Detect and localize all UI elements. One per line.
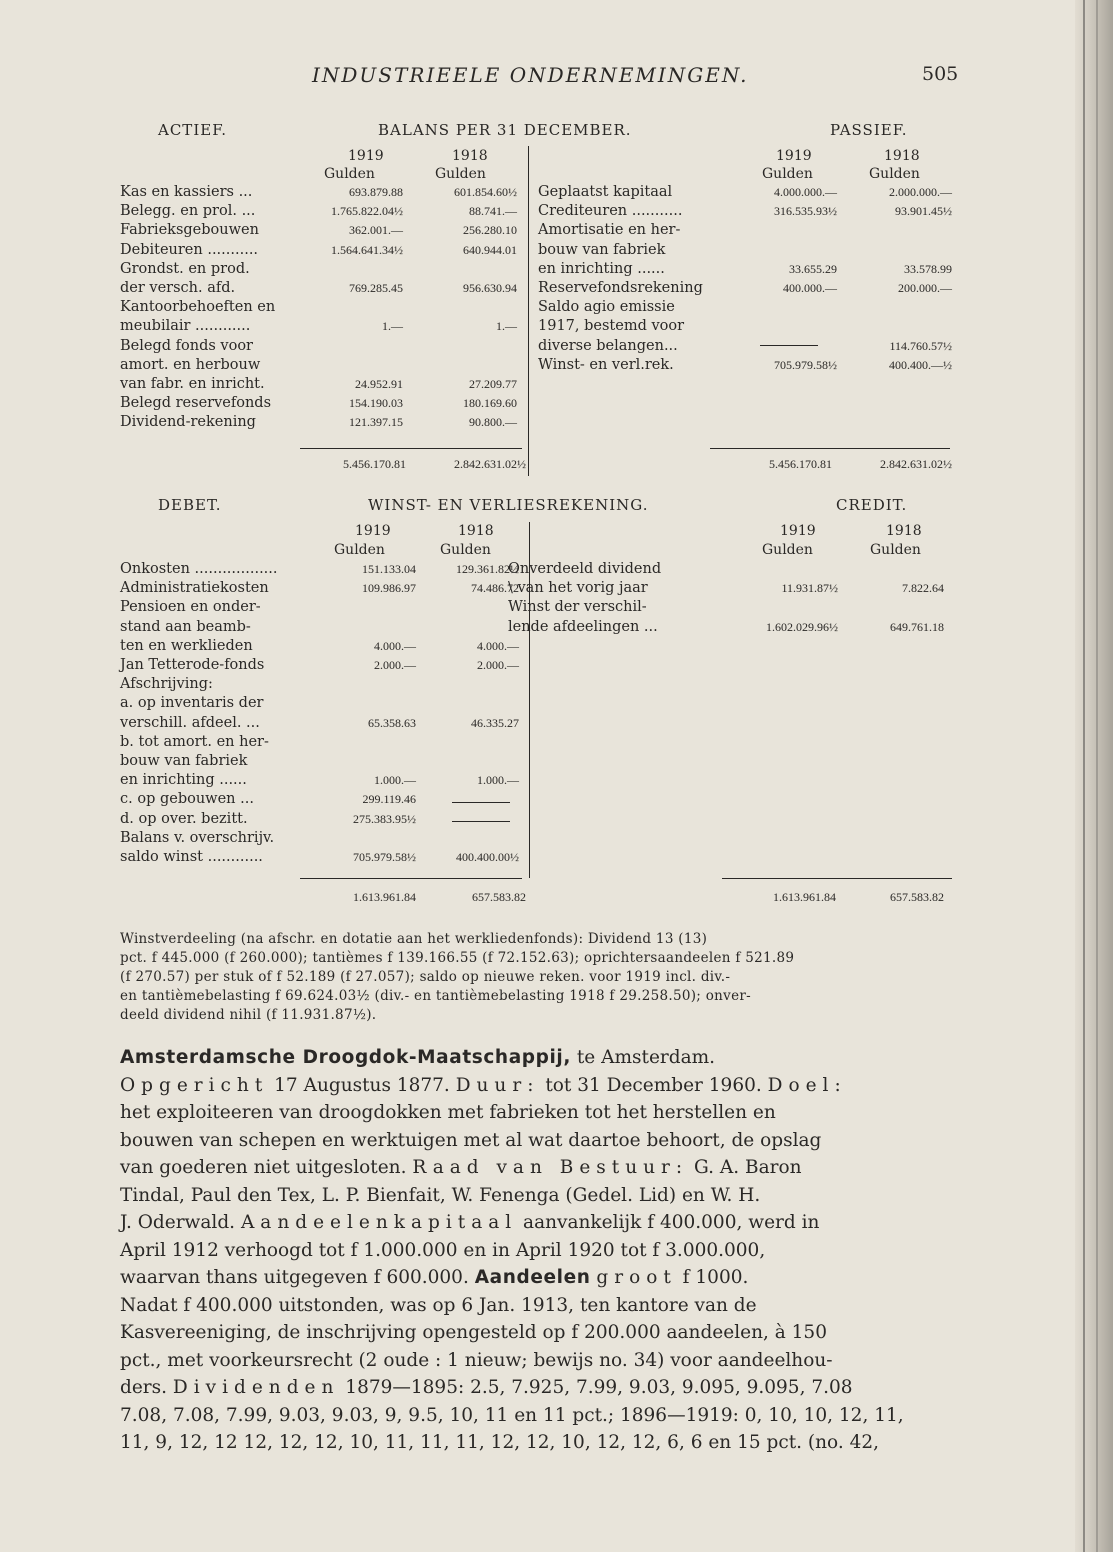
row-value-1918: 601.854.60½ (454, 185, 517, 199)
pl-total-rule-right (722, 878, 952, 879)
row-value-1918: 88.741.— (469, 204, 517, 219)
row-value-1919: 1.000.— (374, 773, 416, 788)
text-line (120, 1044, 950, 1072)
text-line: en tantièmebelasting f 69.624.03½ (div.- en tantièmebelasting 1918 f 29.258.50); onver- (120, 988, 751, 1004)
balance-title: BALANS PER 31 DECEMBER. (378, 121, 632, 139)
row-value-1918: 7.822.64 (902, 581, 944, 596)
row-label: 1917, bestemd voor (538, 318, 685, 335)
row-label: saldo winst ............ (120, 849, 263, 865)
pl-year-1919-right: 1919 (780, 523, 816, 539)
row-value-1919: 1.602.029.96½ (766, 619, 838, 634)
pl-total-rule-left (300, 878, 522, 879)
row-label: Fabrieksgebouwen (120, 222, 259, 239)
pl-year-1918-right: 1918 (886, 523, 922, 539)
row-value-1919: 4.000.000.— (774, 185, 837, 199)
pl-total-1918-left: 657.583.82 (472, 890, 526, 904)
row-label: Administratiekosten (120, 580, 269, 597)
row-label: Winst- en verl.rek. (538, 356, 674, 373)
row-label: Reservefondsrekening (538, 280, 703, 296)
row-value-1919: 705.979.58½ (353, 850, 416, 864)
row-label: amort. en herbouw (120, 356, 261, 373)
pl-unit-1918-right: Gulden (870, 542, 921, 558)
row-label: Dividend-rekening (120, 414, 256, 431)
actief-label: ACTIEF. (158, 121, 228, 139)
text-line: deeld dividend nihil (f 11.931.87½). (120, 1007, 377, 1023)
balance-year-1919-right: 1919 (776, 148, 812, 164)
row-label: Kas en kassiers ... (120, 184, 253, 200)
row-value-1918: 2.000.000.— (889, 185, 952, 199)
row-label: Balans v. overschrijv. (120, 829, 275, 846)
text-line: bouwen van schepen en werktuigen met al wat daartoe behoort, de opslag (120, 1129, 822, 1151)
text-line: waarvan thans uitgegeven f 600.000. Aandeelen groot f 1000. (120, 1267, 749, 1288)
row-label: lende afdeelingen ... (508, 618, 658, 635)
pl-unit-1918-left: Gulden (440, 542, 491, 558)
row-label: Kantoorbehoeften en (120, 299, 276, 316)
row-value-1919: 24.952.91 (355, 377, 403, 391)
pl-year-1918-left: 1918 (458, 523, 494, 539)
dash-line (760, 345, 818, 346)
row-value-1919: 693.879.88 (349, 185, 403, 199)
balance-total-rule-right (710, 448, 950, 449)
balance-unit-1919-left: Gulden (324, 166, 375, 182)
row-label: Onverdeeld dividend (508, 561, 662, 577)
row-value-1918: 4.000.— (477, 638, 519, 653)
row-label: Saldo agio emissie (538, 299, 675, 316)
row-label: b. tot amort. en her- (120, 733, 269, 750)
company-name: Amsterdamsche Droogdok-Maatschappij, (120, 1047, 571, 1068)
pl-total-1919-left: 1.613.961.84 (353, 890, 416, 904)
row-label: Crediteuren ........... (538, 203, 683, 220)
row-value-1918: 114.760.57½ (889, 338, 952, 353)
book-edge-line (1083, 0, 1085, 1552)
row-label: Afschrijving: (120, 676, 213, 693)
row-label: Pensioen en onder- (120, 599, 261, 616)
row-label: Onkosten .................. (120, 561, 278, 577)
row-label: Grondst. en prod. (120, 260, 250, 277)
row-label: d. op over. bezitt. (120, 810, 248, 827)
row-label: Belegd reservefonds (120, 395, 272, 412)
row-label: bouw van fabriek (120, 753, 248, 769)
text-line: (f 270.57) per stuk of f 52.189 (f 27.057); saldo op nieuwe reken. voor 1919 incl. div.- (120, 969, 731, 985)
text-line: 11, 9, 12, 12 12, 12, 12, 10, 11, 11, 11, 12, 12, 10, 12, 12, 6, 6 en 15 pct. (no. 42, (120, 1432, 880, 1453)
row-label: diverse belangen... (538, 337, 678, 354)
row-value-1919: 362.001.— (349, 223, 403, 238)
text-line: Winstverdeeling (na afschr. en dotatie aan het werkliedenfonds): Dividend 13 (13) (120, 931, 708, 947)
row-value-1918: 649.761.18 (890, 619, 944, 634)
row-label: ten en werklieden (120, 637, 253, 654)
book-edge (1075, 0, 1113, 1552)
row-label: Amortisatie en her- (538, 222, 681, 239)
balance-unit-1919-right: Gulden (762, 166, 813, 182)
pl-year-1919-left: 1919 (355, 523, 391, 539)
text-line: 7.08, 7.08, 7.99, 9.03, 9.03, 9, 9.5, 10, 11 en 11 pct.; 1896—1919: 0, 10, 10, 12, 11, (120, 1404, 904, 1426)
text-line: ders. Dividenden 1879—1895: 2.5, 7.925, 7.99, 9.03, 9.095, 9.095, 7.08 (120, 1377, 853, 1398)
row-value-1918: 200.000.— (898, 281, 952, 295)
balance-total-1918-right: 2.842.631.02½ (880, 457, 952, 471)
balance-total-1919-right: 5.456.170.81 (769, 457, 832, 471)
pl-title: WINST- EN VERLIESREKENING. (368, 496, 649, 514)
page-header-title: INDUSTRIEELE ONDERNEMINGEN. (312, 63, 749, 87)
row-value-1918: 90.800.— (469, 415, 517, 430)
pl-unit-1919-right: Gulden (762, 542, 813, 558)
row-value-1919: 65.358.63 (368, 715, 416, 730)
credit-label: CREDIT. (836, 496, 908, 514)
row-label: Jan Tetterode-fonds (120, 657, 265, 673)
row-value-1919: 121.397.15 (349, 415, 403, 430)
row-label: bouw van fabriek (538, 241, 666, 258)
row-value-1919: 299.119.46 (362, 792, 416, 807)
passief-label: PASSIEF. (830, 121, 908, 139)
balance-divider (528, 146, 529, 476)
row-label: van fabr. en inricht. (120, 376, 265, 392)
row-label: Winst der verschil- (508, 599, 647, 616)
text-line: Kasvereeniging, de inschrijving opengesteld op f 200.000 aandeelen, à 150 (120, 1322, 827, 1343)
debet-label: DEBET. (158, 496, 222, 514)
row-value-1919: 4.000.— (374, 638, 416, 653)
balance-unit-1918-left: Gulden (435, 166, 486, 182)
row-value-1918: 2.000.— (477, 658, 519, 672)
balance-year-1918-right: 1918 (884, 148, 920, 164)
dash-line (452, 802, 510, 803)
row-value-1919: 2.000.— (374, 658, 416, 672)
row-label: en inrichting ...... (120, 772, 247, 789)
pl-total-1919-right: 1.613.961.84 (773, 890, 836, 904)
page-number: 505 (922, 63, 959, 85)
company-location: te Amsterdam. (570, 1047, 716, 1068)
row-value-1919: 1.— (382, 319, 403, 334)
row-value-1919: 400.000.— (783, 281, 837, 295)
row-value-1918: 640.944.01 (463, 242, 517, 257)
row-label: Belegg. en prol. ... (120, 203, 256, 220)
text-line: Tindal, Paul den Tex, L. P. Bienfait, W. Fenenga (Gedel. Lid) en W. H. (120, 1184, 761, 1206)
balance-total-rule-left (300, 448, 522, 449)
balance-unit-1918-right: Gulden (869, 166, 920, 182)
balance-year-1919-left: 1919 (348, 148, 384, 164)
text-line: J. Oderwald. Aandeelenkapitaal aanvankelijk f 400.000, werd in (120, 1212, 820, 1233)
row-label: Belegd fonds voor (120, 337, 253, 354)
text-line: het exploiteeren van droogdokken met fabrieken tot het herstellen en (120, 1102, 776, 1123)
balance-total-1918-left: 2.842.631.02½ (454, 457, 526, 471)
row-value-1919: 11.931.87½ (781, 581, 838, 596)
row-value-1919: 33.655.29 (789, 261, 837, 276)
row-value-1918: 180.169.60 (463, 396, 517, 411)
text-line: pct. f 445.000 (f 260.000); tantièmes f 139.166.55 (f 72.152.63); oprichtersaandeelen f 521.89 (120, 950, 795, 966)
row-value-1918: 956.630.94 (463, 281, 517, 295)
winstverdeeling-paragraph (120, 930, 950, 1025)
row-value-1919: 316.535.93½ (774, 204, 837, 219)
text-line: van goederen niet uitgesloten. Raad van Bestuur: G. A. Baron (120, 1157, 802, 1178)
row-label: stand aan beamb- (120, 618, 251, 635)
row-label: Geplaatst kapitaal (538, 184, 673, 200)
text-line: Opgericht 17 Augustus 1877. Duur: tot 31 December 1960. Doel: (120, 1074, 847, 1096)
row-value-1919: 154.190.03 (349, 396, 403, 411)
row-label: en inrichting ...... (538, 260, 665, 277)
row-value-1918: 1.000.— (477, 773, 519, 788)
row-label: meubilair ............ (120, 318, 251, 335)
row-label: der versch. afd. (120, 280, 236, 296)
row-label: c. op gebouwen ... (120, 791, 254, 808)
row-value-1919: 1.564.641.34½ (331, 242, 403, 257)
row-value-1918: 46.335.27 (471, 715, 519, 730)
row-value-1919: 151.133.04 (362, 562, 416, 576)
row-value-1918: 27.209.77 (469, 377, 517, 391)
text-line: pct., met voorkeursrecht (2 oude : 1 nieuw; bewijs no. 34) voor aandeelhou- (120, 1349, 833, 1371)
book-edge-line (1096, 0, 1098, 1552)
balance-total-1919-left: 5.456.170.81 (343, 457, 406, 471)
text-line: April 1912 verhoogd tot f 1.000.000 en in April 1920 tot f 3.000.000, (120, 1239, 766, 1261)
company-entry (120, 1044, 950, 1457)
row-value-1918: 400.400.—½ (889, 357, 952, 372)
row-value-1918: 129.361.82½ (456, 562, 519, 576)
row-label: \ van het vorig jaar (508, 580, 648, 597)
pl-unit-1919-left: Gulden (334, 542, 385, 558)
row-value-1918: 93.901.45½ (895, 204, 952, 219)
row-value-1918: 74.486.72 (471, 581, 519, 596)
row-value-1919: 275.383.95½ (353, 811, 416, 826)
pl-total-1918-right: 657.583.82 (890, 890, 944, 904)
row-label: verschill. afdeel. ... (120, 714, 260, 731)
balance-year-1918-left: 1918 (452, 148, 488, 164)
row-value-1919: 1.765.822.04½ (331, 204, 403, 219)
row-value-1918: 256.280.10 (463, 223, 517, 238)
row-value-1919: 769.285.45 (349, 281, 403, 295)
row-label: Debiteuren ........... (120, 241, 259, 258)
row-value-1919: 109.986.97 (362, 581, 416, 596)
row-value-1919: 705.979.58½ (774, 357, 837, 372)
dash-line (452, 821, 510, 822)
row-value-1918: 33.578.99 (904, 261, 952, 276)
row-value-1918: 400.400.00½ (456, 850, 519, 864)
row-label: a. op inventaris der (120, 695, 264, 712)
row-value-1918: 1.— (496, 319, 517, 334)
text-line: Nadat f 400.000 uitstonden, was op 6 Jan. 1913, ten kantore van de (120, 1294, 757, 1316)
